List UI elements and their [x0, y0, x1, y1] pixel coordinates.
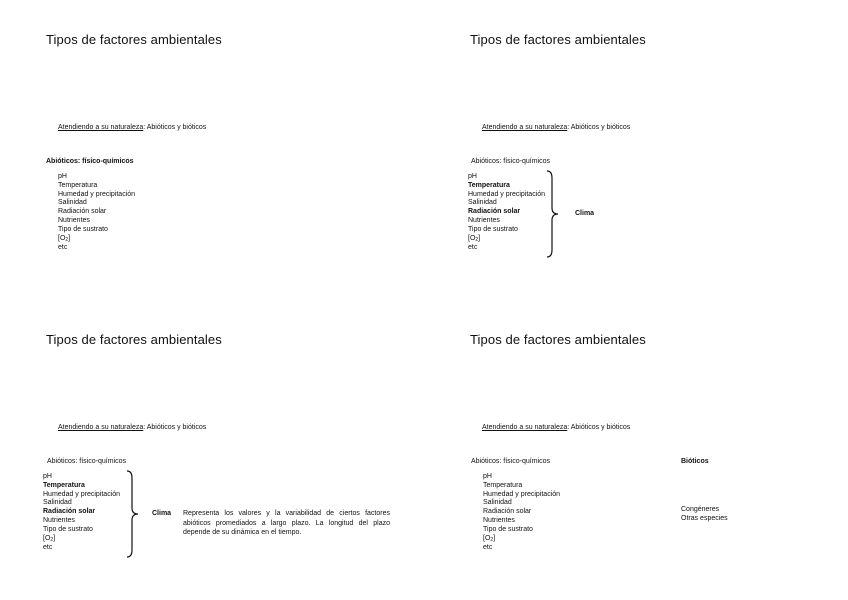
slide-title: Tipos de factores ambientales	[46, 332, 222, 347]
subscript: 2	[65, 236, 69, 243]
list-item: Nutrientes	[483, 516, 515, 524]
clima-label: Clima	[575, 210, 595, 217]
list-item: Temperatura	[468, 181, 510, 189]
subtitle-underlined: Atendiendo a su naturaleza	[58, 424, 144, 431]
list-item: etc	[468, 244, 478, 252]
slide-title: Tipos de factores ambientales	[470, 332, 646, 347]
list-item: $[O_2]$	[58, 234, 71, 243]
slide-3	[0, 300, 424, 600]
list-item: $[O_2]$	[43, 534, 56, 543]
clima-label: Clima	[152, 510, 172, 517]
list-item: Salinidad	[468, 199, 497, 207]
subtitle-rest: : Abióticos y bióticos	[567, 124, 631, 131]
list-item: pH	[468, 173, 477, 180]
list-item: etc	[43, 544, 53, 552]
list-item: Nutrientes	[58, 216, 90, 224]
slide-subtitle	[482, 424, 630, 431]
abioticos-header: Abióticos: físico-químicos	[471, 158, 550, 165]
clima-description: Representa los valores y la variabilidad de ciertos factores abióticos promediados a largo plazo. La longitud del plazo depende de su dinámica en el tiempo.	[183, 510, 390, 536]
subscript: 2	[50, 536, 54, 543]
list-item: Congéneres	[681, 506, 720, 513]
right-brace-icon	[546, 170, 560, 258]
list-item: pH	[58, 173, 67, 180]
right-brace-icon	[126, 470, 140, 558]
list-item: Humedad y precipitación	[43, 490, 121, 498]
list-item: $[O_2]$	[483, 534, 496, 543]
slide-2	[424, 0, 848, 300]
abioticos-header: Abióticos: físico-químicos	[471, 458, 550, 465]
abioticos-list	[43, 473, 120, 553]
list-item: Salinidad	[483, 499, 512, 507]
abioticos-list	[483, 473, 560, 553]
list-item: Otras especies	[681, 515, 728, 522]
list-item: Temperatura	[58, 181, 98, 189]
subtitle-rest: : Abióticos y bióticos	[143, 124, 207, 131]
list-item: $[O_2]$	[468, 234, 481, 243]
slide-4	[424, 300, 848, 600]
list-item: Tipo de sustrato	[43, 525, 93, 533]
abioticos-header: Abióticos: físico-químicos	[46, 158, 134, 165]
subtitle-rest: : Abióticos y bióticos	[567, 424, 631, 431]
list-item: Tipo de sustrato	[468, 225, 518, 233]
list-item: Salinidad	[58, 199, 87, 207]
slide-title: Tipos de factores ambientales	[46, 32, 222, 47]
list-item: Temperatura	[43, 481, 85, 489]
subscript: 2	[475, 236, 479, 243]
list-item: Nutrientes	[43, 516, 75, 524]
list-item: Radiación solar	[483, 508, 532, 516]
list-item: Salinidad	[43, 499, 72, 507]
abioticos-header: Abióticos: físico-químicos	[47, 458, 126, 465]
slide-title: Tipos de factores ambientales	[470, 32, 646, 47]
list-item: Humedad y precipitación	[483, 490, 561, 498]
list-item: Nutrientes	[468, 216, 500, 224]
list-item: etc	[483, 544, 493, 552]
slide-1	[0, 0, 424, 300]
abioticos-list	[58, 173, 135, 253]
subtitle-rest: : Abióticos y bióticos	[143, 424, 207, 431]
slide-subtitle	[58, 424, 206, 431]
subtitle-underlined: Atendiendo a su naturaleza	[58, 124, 144, 131]
list-item: Tipo de sustrato	[58, 225, 108, 233]
bioticos-list	[681, 505, 728, 523]
slide-subtitle	[482, 124, 630, 131]
bioticos-header: Bióticos	[681, 458, 709, 465]
list-item: Radiación solar	[58, 208, 107, 216]
subtitle-underlined: Atendiendo a su naturaleza	[482, 124, 568, 131]
list-item: Humedad y precipitación	[58, 190, 136, 198]
subtitle-underlined: Atendiendo a su naturaleza	[482, 424, 568, 431]
slide-subtitle	[58, 124, 206, 131]
list-item: pH	[483, 473, 492, 480]
list-item: pH	[43, 473, 52, 480]
list-item: etc	[58, 244, 68, 252]
list-item: Temperatura	[483, 481, 523, 489]
list-item: Radiación solar	[468, 208, 521, 216]
abioticos-list	[468, 173, 545, 253]
list-item: Tipo de sustrato	[483, 525, 533, 533]
list-item: Radiación solar	[43, 508, 96, 516]
subscript: 2	[490, 536, 494, 543]
list-item: Humedad y precipitación	[468, 190, 546, 198]
